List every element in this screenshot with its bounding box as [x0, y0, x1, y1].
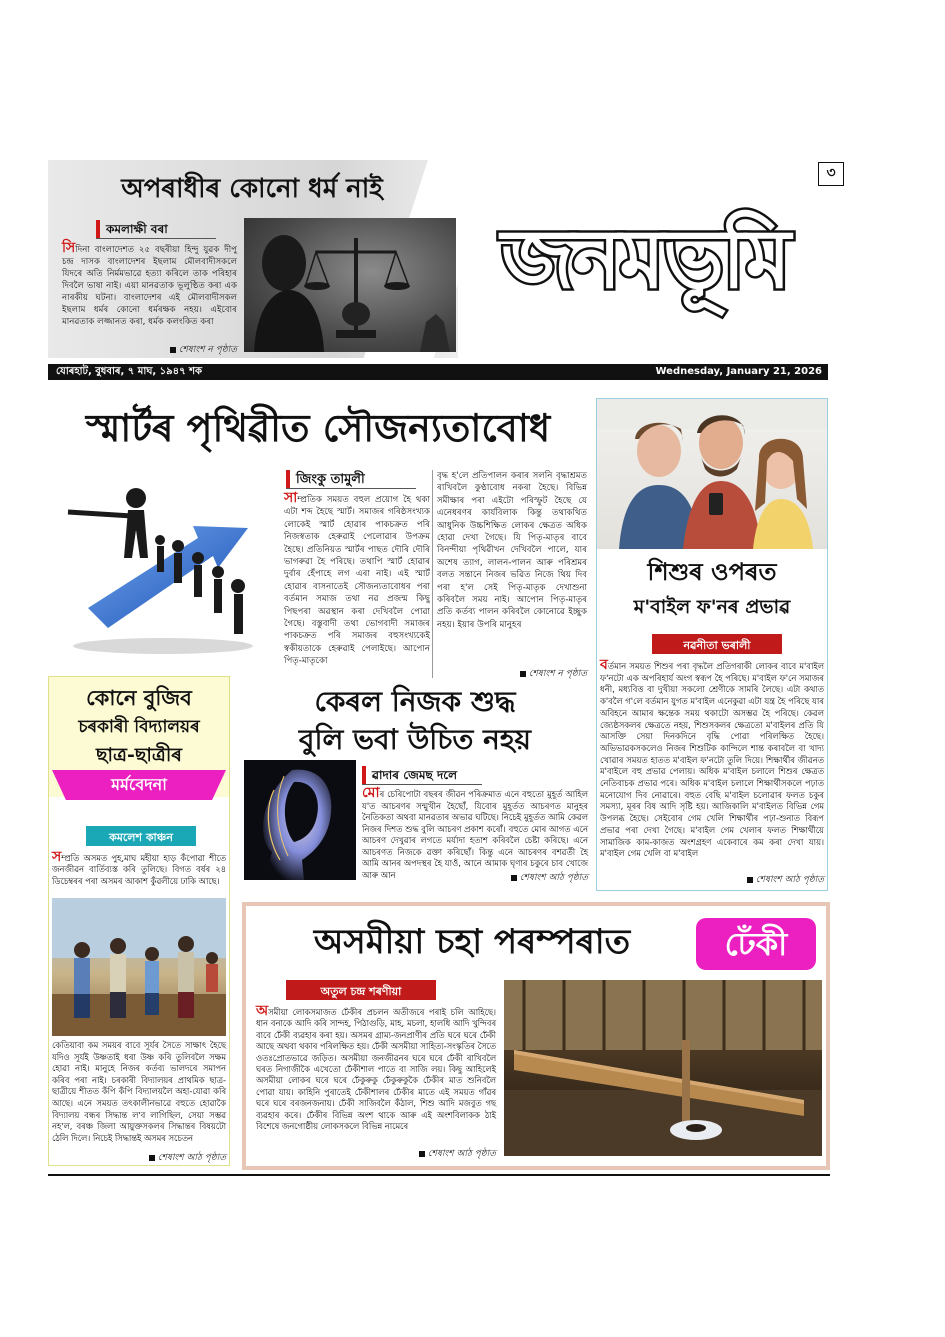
leader-arrow-icon	[48, 468, 278, 660]
language-body: মোৰ চেৰিপোটা বছৰৰ জীৱন পৰিক্ৰমাত এনে বহুতো মুহূৰ্ত আহিল য'ত আচৰণৰ সন্মুখীন হৈছোঁ, যিবোৰ মুহূৰ্তত আচৰণত মানুহৰ নৈতিকতা অথবা মানৱতাৰ অভাৱ ঘটিছে। নিচেই মুহূৰ্তত আমি কেৱল নিজৰ দিশত শুদ্ধ বুলি আচৰণ প্ৰকাশ কৰোঁ। বহুতে মোৰ আগত এনে আচৰণ দেখুৱাৰ লগতে মৰ্যাদা হতাশ কৰিবলৈ চেষ্টা কৰিছে। এনে আচৰণত নিজকে ৱক্তা কৰিছোঁ। কিন্তু এনে আচৰণৰ বশৱৰ্তী হৈ আমি আনৰ অপদস্থৰ হৈ যাওঁ, আনে আমাক ঘৃণাৰ চকুৰে চাব খোজে আৰু আন	[362, 785, 588, 880]
smart-continued: শেষাংশ ন পৃষ্ঠাত	[437, 666, 587, 681]
crime-article	[48, 160, 453, 358]
page-bottom-rule	[48, 1174, 830, 1176]
school-continued: শেষাংশ আঠ পৃষ্ঠাত	[52, 1150, 226, 1165]
tea-author: অতুল চন্দ্ৰ শৰণীয়া	[320, 985, 402, 998]
page-number-box: ৩	[818, 162, 844, 186]
school-dropcap: স	[52, 849, 62, 865]
masthead-logo: জনমভূমি	[501, 212, 789, 307]
smart-dropcap: সা	[284, 490, 298, 506]
school-headline-tag: মৰ্মবেদনা	[111, 775, 167, 794]
schoolchildren-image	[52, 898, 226, 1036]
language-continued: শেষাংশ আঠ পৃষ্ঠাত	[362, 870, 588, 885]
tea-headline: অসমীয়া চহা পৰম্পৰাত	[313, 922, 631, 962]
smart-col-rule	[432, 470, 433, 678]
school-author: কমলেশ কাঞ্চন	[109, 831, 173, 844]
school-headline-line1: কোনে বুজিব	[86, 685, 192, 710]
crime-byline	[96, 218, 168, 236]
dheki-image	[504, 980, 822, 1156]
crime-headline: অপৰাধীৰ কোনো ধৰ্ম নাই	[121, 174, 383, 204]
dateline-left: যোৰহাট, বুধবাৰ, ৭ মাঘ, ১৯৪৭ শক	[56, 366, 203, 377]
tea-byline	[286, 980, 436, 1000]
tea-dropcap: অ	[256, 1003, 269, 1019]
woman-silhouette-icon	[244, 760, 356, 880]
school-byline	[86, 826, 196, 846]
crime-continued: শেষাংশ ন পৃষ্ঠাত	[62, 342, 237, 357]
mobile-body: বৰ্তমান সময়ত শিশুৰ পৰা বৃদ্ধলৈ প্ৰতিগৰাকী লোকৰ বাবে ম'বাইল ফ'নটো এক অপৰিহাৰ্য অংগ স্বৰূপ হৈ পৰিছে। ম'বাইল ফ'নে সমাজৰ ধনী, মধ্যবিত্ত বা দুখীয়া সকলো শ্ৰেণীকে সামৰি লৈছে। এটা কথাত ক'বলৈ গ'লে বৰ্তমান যুগত ম'বাইল এনেকুৱা এটা যন্ত্ৰ হৈ পৰিছে যাৰ অবিহনে আমাৰ ক্ষন্তেক সময় থকাটো অসম্ভৱ হৈ পৰিছে। কেৱল জ্যেষ্ঠসকলৰ ক্ষেত্ৰতে নহয়, শিশুসকলৰ ক্ষেত্ৰতো ম'বাইলৰ প্ৰতি যি আসক্তি সেয়া দিনকদিনে বৃদ্ধি পোৱা পৰিলক্ষিত হৈছে। অভিভাৱকসকলেও নিজৰ শিশুটিক কান্দিলে শান্ত কৰাবলৈ বা খাদ্য খোৱাৰ সময়ত হাতত ম'বাইল ফ'নটো তুলি দিয়ে। শিক্ষাৰ্থীৰ জীৱনত ম'বাইলে বহু প্ৰভাৱ পেলায়। অধিক ম'বাইল চলালে শিশুৰ ক্ষেত্ৰত নেতিবাচক প্ৰভাৱ পৰে। অধিক ম'বাইল চলালে শিক্ষাৰ্থীসকলে পঢ়াত মনোযোগ দিব নোৱাৰে। বহুত বেছি ম'বাইল চলোৱাৰ ফলত চকুৰ সমস্যা, মূৰৰ বিষ আদি সৃষ্টি হয়। আজিকালি ম'বাইলত বিভিন্ন গেম উপলব্ধ হৈছে। সেইবোৰ গেম খেলি শিক্ষাৰ্থীৰ পঢ়া-শুনাত বিৰূপ প্ৰভাৱ পৰা দেখা গৈছে। ম'বাইল গেম খেলাৰ ফলত শিক্ষাৰ্থীয়ে সামাজিক কাম-কাজত অংশগ্ৰহণ একেবাৰে কম কৰা দেখা যায়। ম'বাইল গেম খেলি বা ম'বাইল	[600, 657, 824, 859]
tea-body: অসমীয়া লোকসমাজত ঢেঁকীৰ প্ৰচলন অতীজৰে পৰাই চলি আহিছে। ধান বনাকে আদি কৰি সান্দহ, পিঠাগুড়ি, মাহ, মচলা, হালধি আদি খুন্দিবৰ বাবে ঢেঁকী ব্যৱহাৰ কৰা হয়। অসমৰ গ্ৰাম্য-জনপ্ৰাণীৰ প্ৰতি ঘৰে ঘৰে ঢেঁকী আছে অথবা থকাৰ পৰিলক্ষিত হয়। ঢেঁকী অসমীয়া সাহিত্য-সংস্কৃতিৰ সৈতে ওতঃপ্ৰোতভাৱে জড়িত। অসমীয়া জনজীৱনৰ ঘৰে ঘৰে ঢেঁকী ৰাখিবলৈ ঘৰত নিগাজীকৈ এখেতো ঢেঁকীশাল পাতে বা সাজি লয়। কিছু আহিলেই অসমীয়া লোকৰ ঘৰে ঘৰে ঢেঁকুৰুকু ঢেঁকুৰুকুকৈ ঢেঁকীৰ মাত শুনিবলৈ পোৱা যায়। কাহিনি পুৰাতেই ঢেঁকীশালৰ ঢেঁকীৰ মাতে এই সময়ত গাঁৱৰ ঘৰে ঘৰে বৰজনজনায়। ঢেঁকী সাজিবলৈ কঁঠাল, শিশু আদি মজবুত গছ ব্যৱহাৰ কৰে। ঢেঁকীৰ বিভিন্ন অংশ থাকে আৰু এই অংশবিলাকক ঠাই বিশেষে জনগোষ্ঠীয় লোকসকলে বিভিন্ন নামেৰে	[256, 1003, 496, 1132]
crime-dropcap: সি	[62, 240, 76, 256]
language-byline-bar	[362, 766, 366, 784]
mobile-headline-line2: ম'বাইল ফ'নৰ প্ৰভাৱ	[633, 596, 791, 618]
language-headline-line1: কেৰল নিজক শুদ্ধ	[314, 685, 516, 718]
mobile-byline	[652, 634, 782, 654]
tea-headline-tag: ঢেঁকী	[724, 925, 788, 963]
mobile-headline-line1: শিশুৰ ওপৰত	[647, 557, 777, 586]
smart-byline	[286, 468, 365, 486]
crime-byline-rule	[96, 238, 216, 239]
school-body-bottom: কেতিয়াবা কম সময়ৰ বাবে সূৰ্যৰ সৈতে সাক্ষাৎ হৈছে যদিও সূৰ্যই উষ্ণতাই ধৰা উষ্ণ কৰি তুলিবলৈ সক্ষম হোৱা নাই। মানুহে নিজৰ কৰ্তব্য ভালদৰে সমাপন কৰিব পৰা নাই। চৰকাৰী বিদ্যালয়ৰ প্ৰাথমিক ছাত্ৰ-ছাত্ৰীয়ে শীতত কঁপি কঁপি বিদ্যালয়লৈ অহা-যোৱা কৰি আছে। এনে সময়ত তৎকালীনভাৱে বহুতে হোৱাকৈ বিদ্যালয় বন্ধৰ সিদ্ধান্ত ল'ব লাগিছিল, সেয়া সম্ভৱ নহ'ল, বৰঞ্চ জিলা আয়ুক্তসকলৰ সিদ্ধান্তৰ বিষয়টো ঠেলি দিলে। নিচেই সিদ্ধান্তই অসমৰ সচেতন	[52, 1040, 226, 1143]
leader-figures-image	[48, 468, 278, 660]
woman-silhouette-image	[244, 760, 356, 880]
crime-byline-bar	[96, 220, 100, 238]
justice-scale-image	[244, 218, 456, 352]
schoolchildren-icon	[52, 898, 226, 1036]
justice-scale-icon	[244, 218, 456, 352]
family-phone-image	[597, 399, 827, 549]
dateline-right: Wednesday, January 21, 2026	[655, 366, 822, 377]
family-phone-icon	[597, 399, 827, 549]
language-byline	[362, 764, 457, 782]
mobile-continued: শেষাংশ আঠ পৃষ্ঠাত	[600, 872, 824, 887]
tea-continued: শেষাংশ আঠ পৃষ্ঠাত	[256, 1146, 496, 1161]
mobile-dropcap: ব	[600, 657, 608, 673]
language-byline-rule	[362, 784, 482, 785]
smart-body-col1: সাম্প্ৰতিক সময়ত বহুল প্ৰয়োগ হৈ থকা এটা শব্দ হৈছে স্মাৰ্ট। সমাজৰ গৰিষ্ঠসংখ্যক লোকেই স্মাৰ্ট হোৱাৰ পাকচক্ৰত পৰি নিজস্বতাক হেৰুৱাই পেলোৱাৰ উপক্ৰম হৈছে। প্ৰতিনিয়ত স্মাৰ্টৰ পাছত দৌৰি দৌৰি ভাগৰুৱা হৈ পৰিছে। তথাপি স্মাৰ্ট হোৱাৰ দুৰ্বাৰ হেঁপাহে লগ এৰা নাই। এই স্মাৰ্ট হোৱাৰ বাসনাতেই সৌজন্যতাবোধৰ পৰা বৰ্তমান সমাজ তথা নৱ প্ৰজন্ম কিছু পিছপৰা অৱস্থান কৰা দেখিবলৈ পোৱা গৈছে। বস্তুবাদী তথা ভোগবাদী সমাজৰ পাকচক্ৰত পৰি সমাজৰ বহুসংখ্যকেই স্বকীয়তাকে হেৰুৱাই পেলাইছে। আপোন পিতৃ-মাতৃকো	[284, 490, 430, 667]
school-headline-line2: চৰকাৰী বিদ্যালয়ৰ	[78, 717, 200, 737]
smart-byline-bar	[286, 470, 290, 488]
school-headline-line3: ছাত্ৰ-ছাত্ৰীৰ	[96, 744, 182, 766]
language-headline-line2: বুলি ভবা উচিত নহয়	[298, 723, 532, 756]
smart-byline-rule	[286, 488, 416, 489]
language-author: ৱাদাৰ জেমছ দলে	[372, 768, 458, 782]
mobile-author: নৱনীতা ভৰালী	[683, 639, 751, 652]
language-dropcap: মো	[362, 785, 380, 801]
crime-body: সিদিনা বাংলাদেশত ২৫ বছৰীয়া হিন্দু যুৱক দীপু চন্দ্ৰ দাসক বাংলাদেশৰ ইছলাম মৌলবাদীসকলে যিদৰে অতি নিৰ্মমভাৱে হত্যা কৰিলে তাক পৰিহাৰ দিবলৈ ভাষা নাই। এয়া মানৱতাক ভূলুণ্ঠিত কৰা এক নাৰকীয় ঘটনা। বাংলাদেশৰ এই মৌলবাদীসকল ইছলাম ধৰ্মৰ কোনো ধৰ্মৰক্ষক নহয়। এইবোৰ মানৱতাক লজ্জানত কৰা, ধৰ্মক কলংকিত কৰা	[62, 240, 237, 327]
crime-author: কমলাক্ষী বৰা	[106, 222, 168, 236]
smart-headline: স্মাৰ্টৰ পৃথিৱীত সৌজন্যতাবোধ	[85, 405, 551, 450]
dheki-icon	[504, 980, 822, 1156]
smart-author: জিংকু তামুলী	[296, 472, 365, 487]
school-body-top: সম্প্ৰতি অসমত পুহ,মাঘ মহীয়া হাড় কঁপোৱা শীতে জনজীৱন বাৰ্তিব্যস্ত কৰি তুলিছে। বিগত বৰ্ষৰ ২৪ ডিচেম্বৰৰ পৰা অসমৰ আকাশ কুঁৱলীয়ে ঢাকি আছে।	[52, 849, 226, 886]
smart-body-col2: বৃদ্ধ হ'লে প্ৰতিপালন কৰাৰ সলনি বৃদ্ধাশ্ৰমত ৰাখিবলৈ কুণ্ঠাবোধ নকৰা হৈছে। বিভিন্ন সমীক্ষাৰ পৰা এইটো পৰিস্ফুট হৈছে যে এনেধৰণৰ কাৰ্যবিলাক কিন্তু তথাকথিত আধুনিক উচ্চশিক্ষিত লোকৰ ক্ষেত্ৰত অধিক হোৱা দেখা গৈছে। যি পিতৃ-মাতৃৰ বাবে বিনন্দীয়া পৃথিৱীখন দেখিবলৈ পালে, যাৰ অশেষ ত্যাগ, লালন-পালন আৰু পৰিশ্ৰমৰ বলত সন্তানে নিজৰ ভৱিত নিজে থিয় দিব পৰা হ'ল সেই পিতৃ-মাতৃক দেখাশুনা কৰিবলৈ সময় নাই। আপোন পিতৃ-মাতৃৰ প্ৰতি কৰ্তব্য পালন কৰিবলৈ কোনোৱে ইচ্ছুক নহয়। ইয়াৰ উপৰি মানুহৰ	[437, 471, 587, 630]
